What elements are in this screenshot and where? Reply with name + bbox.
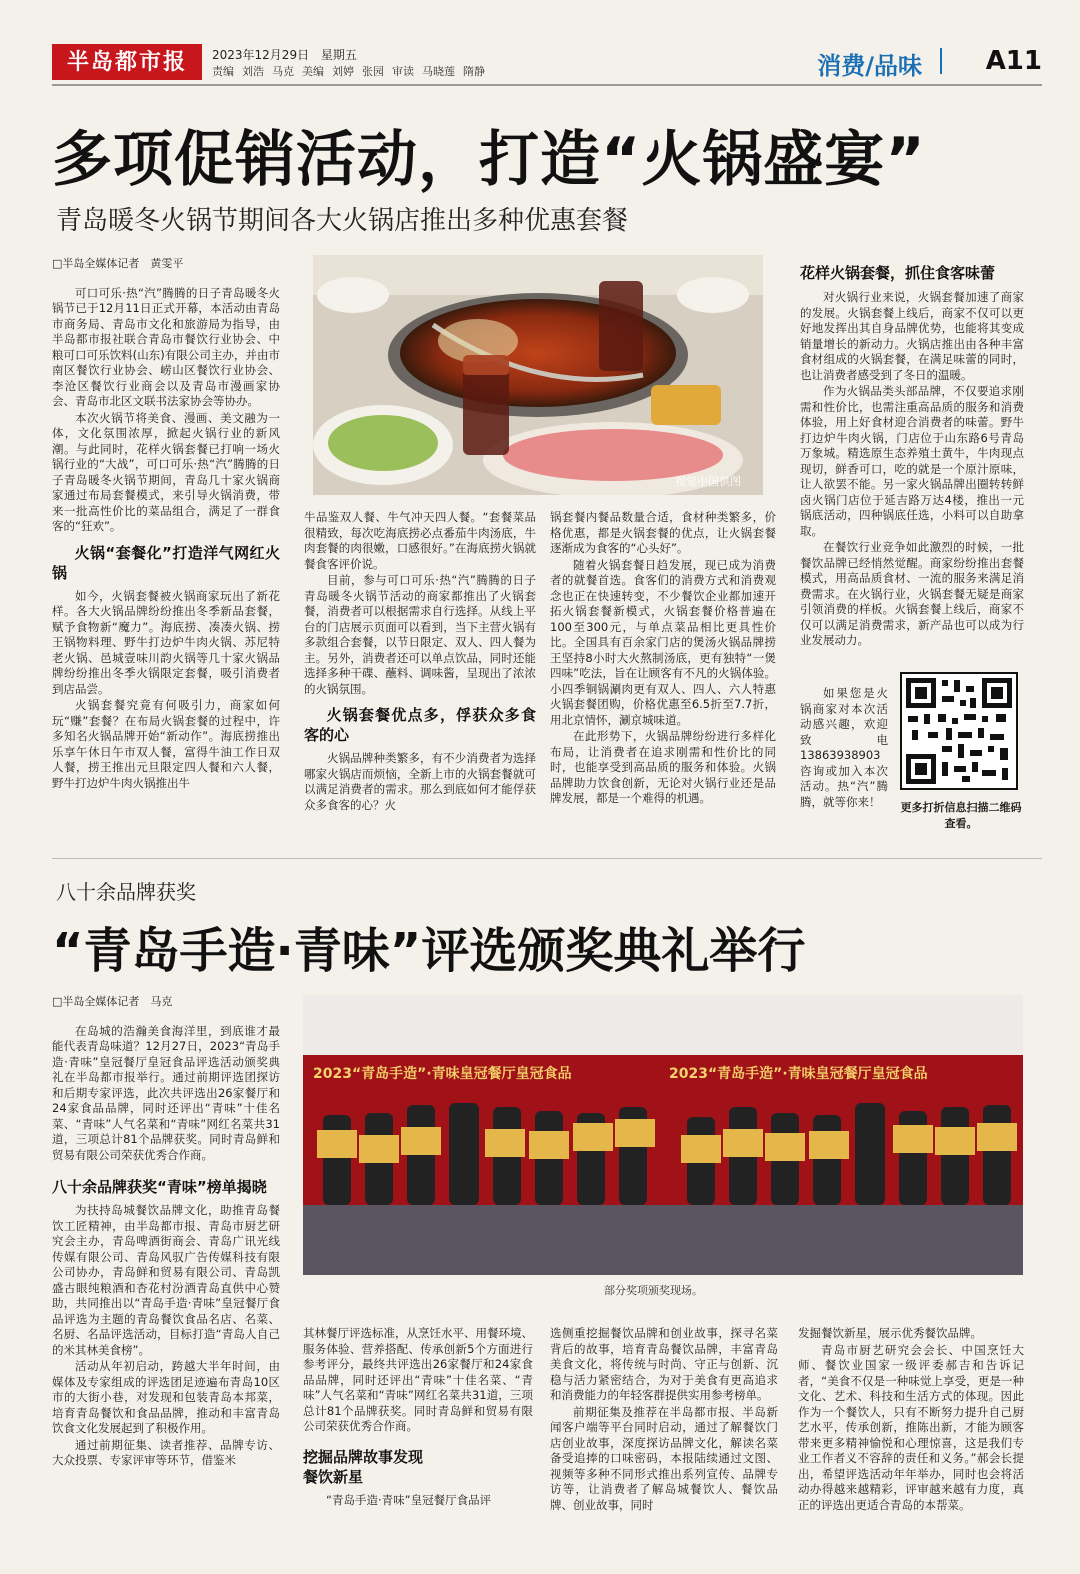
article2-col2-subhead: 挖掘品牌故事发现餐饮新星 — [303, 1447, 424, 1486]
qr-code[interactable] — [900, 672, 1018, 790]
article2-column-3 — [550, 1326, 778, 1536]
article2-byline: □半岛全媒体记者 马克 — [52, 995, 173, 1008]
photo-caption: 部分奖项颁奖现场。 — [604, 1284, 703, 1297]
issue-date — [212, 46, 357, 63]
article1-column-1 — [52, 256, 280, 838]
article1-col2-subhead: 火锅套餐优点多，俘获众多食客的心 — [304, 706, 536, 744]
award-illustration-right — [663, 995, 1023, 1275]
masthead-rule — [52, 84, 1042, 86]
article1-column-3 — [550, 510, 776, 840]
photo-credit: 视觉中国供图 — [675, 475, 741, 488]
paragraph: 本次火锅节将美食、漫画、美文融为一体，文化氛围浓厚，掀起火锅行业的新风潮。与此同时，花样火锅套餐已打响一场火锅行业的“大战”，可口可乐·热“汽”腾腾的日子青岛暖冬火锅节期间，青岛几十家火锅商家通过布局套餐模式，来引导火锅消费，带来一批高性价比的菜品组合，满足了一群食客的“狂欢”。 — [52, 410, 280, 533]
section-divider — [52, 858, 1042, 859]
article1-col4-subhead: 花样火锅套餐，抓住食客味蕾 — [800, 264, 996, 282]
paragraph: 火锅品牌种类繁多，有不少消费者为选择哪家火锅店而烦恼，全新上市的火锅套餐就可以满足消费者的需求。那么到底如何才能俘获众多食客的心？火 — [304, 751, 536, 812]
paragraph: 锅套餐内餐品数量合适，食材种类繁多，价格优惠，都是火锅套餐的优点，让火锅套餐逐渐成为食客的“心头好”。 — [550, 510, 776, 555]
paragraph: 作为火锅品类头部品牌，不仅要追求刚需和性价比，也需注重高品质的服务和消费体验，用上好食材迎合消费者的味蕾。野牛打边炉牛肉火锅，门店位于山东路6号青岛万象城。精选原生态养殖土黄牛，牛肉现点现切，鲜香可口，吃的就是一个原汁原味，让人欲罢不能。另一家火锅品牌出圈转转鲜卤火锅门店位于延吉路万达4楼，推出一元锅底活动，四种锅底任选，小料可以自助拿取。 — [800, 384, 1024, 538]
paragraph: 发掘餐饮新星，展示优秀餐饮品牌。 — [798, 1326, 982, 1340]
page-number: A11 — [985, 46, 1042, 76]
staff-item: 马晓莲 — [422, 65, 455, 78]
masthead — [52, 42, 1042, 82]
staff-item: 审读 — [392, 65, 414, 78]
paragraph: 其林餐厅评选标准，从烹饪水平、用餐环境、服务体验、营养搭配、传承创新5个方面进行参考评分，最终共评选出26家餐厅和24家食品品牌，同时还评出“青味”十佳名菜、“青味”人气名菜和“青味”网红名菜共31道，三项总计81个品牌获奖。同时青岛鲜和贸易有限公司荣获优秀合作商。 — [303, 1326, 533, 1433]
staff-item: 刘婷 — [332, 65, 354, 78]
weekday-text: 星期五 — [320, 48, 357, 62]
section-title: 消费/品味 — [817, 52, 922, 80]
article1-column-2 — [304, 510, 536, 840]
article2-kicker: 八十余品牌获奖 — [56, 880, 196, 904]
paragraph: 活动从年初启动，跨越大半年时间，由媒体及专家组成的评选团足迹遍布青岛10区市的大街小巷，对发现和包装青岛本邦菜，培育青岛餐饮和食品品牌，推动和丰富青岛饮食文化发展起到了积极作用。 — [52, 1359, 280, 1435]
article2-column-2 — [303, 1326, 533, 1536]
paragraph: 在此形势下，火锅品牌纷纷进行多样化布局，让消费者在追求刚需和性价比的同时，也能享受到高品质的服务和体验。火锅品牌助力饮食创新，无论对火锅行业还是品牌发展，都是一个难得的机遇。 — [550, 729, 776, 805]
newspaper-logo: 半岛都市报 — [52, 44, 202, 80]
article1-subhead: 青岛暖冬火锅节期间各大火锅店推出多种优惠套餐 — [56, 206, 629, 236]
paragraph: 可口可乐·热“汽”腾腾的日子青岛暖冬火锅节已于12月11日正式开幕，本活动由青岛市商务局、青岛市文化和旅游局为指导，由半岛都市报社联合青岛市餐饮行业协会、中粮可口可乐饮料(山东)有限公司主办，并由市南区餐饮行业协会、崂山区餐饮行业协会、李沧区餐饮行业商会以及青岛市漫画家协会、青岛市北区文联书法家协会等协办。 — [52, 285, 280, 408]
paragraph: 火锅套餐究竟有何吸引力，商家如何玩“赚”套餐？在布局火锅套餐的过程中，许多知名火锅品牌开始“新动作”。海底捞推出乐享午休日午市双人餐，富得牛油工作日双人餐，捞王推出元旦限定四人餐和六人餐，野牛打边炉牛肉火锅推出牛 — [52, 698, 280, 790]
staff-item: 责编 — [212, 65, 234, 78]
paragraph: 在餐饮行业竞争如此激烈的时候，一批餐饮品牌已经悄然觉醒。商家纷纷推出套餐模式，用高品质食材、一流的服务来满足消费需求。在火锅行业，火锅套餐无疑是商家引领消费的样板。火锅套餐上线后，商家不仅可以满足消费需求，新产品也可以成为行业发展动力。 — [800, 540, 1024, 647]
staff-item: 张园 — [362, 65, 384, 78]
award-illustration-left — [303, 995, 663, 1275]
article1-col1-subhead: 火锅“套餐化”打造洋气网红火锅 — [52, 543, 280, 582]
staff-item: 刘浩 — [242, 65, 264, 78]
staff-item: 隋静 — [463, 65, 485, 78]
qr-code-icon — [902, 674, 1016, 788]
paragraph: 如果您是火锅商家对本次活动感兴趣，欢迎致电13863938903咨询或加入本次活动。热“汽”腾腾，就等你来！ — [800, 686, 888, 809]
paragraph: 通过前期征集、读者推荐、品牌专访、大众投票、专家评审等环节，借鉴米 — [52, 1437, 280, 1467]
paragraph: 为扶持岛城餐饮品牌文化，助推青岛餐饮工匠精神，由半岛都市报、青岛市厨艺研究会主办，青岛啤酒街商会、青岛广讯光线传媒有限公司、青岛风驭广告传媒科技有限公司协办，青岛鲜和贸易有限公司、青岛凯盛古眼纯粮酒和杏花村汾酒青岛直供中心赞助，共同推出以“青岛手造·青味”皇冠餐厅食品评选为主题的青岛餐饮食品名店、名菜、名厨、名品评选活动，目标打造“青岛人自己的米其林美食榜”。 — [52, 1203, 280, 1357]
article1-contact-note — [800, 686, 888, 836]
staff-item: 马克 — [272, 65, 294, 78]
hotpot-photo — [313, 255, 763, 495]
banner-text-right: 2023“青岛手造”·青味皇冠餐厅皇冠食品 — [669, 1066, 928, 1082]
paragraph: 前期征集及推荐在半岛都市报、半岛新闻客户端等平台同时启动，通过了解餐饮门店创业故事，深度探访品牌文化，解读名菜备受追捧的口味密码，本报陆续通过文图、视频等多种不同形式推出系列宣传、品牌专访等，让消费者了解岛城餐饮人、餐饮品牌、创业故事，同时 — [550, 1404, 778, 1512]
paragraph: 在岛城的浩瀚美食海洋里，到底谁才最能代表青岛味道？12月27日，2023“青岛手造·青味”皇冠餐厅皇冠食品评选活动颁奖典礼在半岛都市报举行。通过前期评选团探访和后期专家评选，此次共评选出26家餐厅和24家食品品牌，同时还评出“青味”十佳名菜、“青味”人气名菜和“青味”网红名菜共31道，三项总计81个品牌获奖。同时青岛鲜和贸易有限公司荣获优秀合作商。 — [52, 1023, 280, 1162]
paragraph: 对火锅行业来说，火锅套餐加速了商家的发展。火锅套餐上线后，商家不仅可以更好地发挥出其自身品牌优势，也能将其变成销量增长的新动力。火锅店推出由各种丰富食材组成的火锅套餐，在满足味蕾的同时，也让消费者感受到了冬日的温暖。 — [800, 290, 1024, 382]
article1-byline: □半岛全媒体记者 黄雯平 — [52, 257, 184, 270]
paragraph: 如今，火锅套餐被火锅商家玩出了新花样。各大火锅品牌纷纷推出冬季新品套餐，赋予食物新“魔力”。海底捞、凑凑火锅、捞王锅物料理、野牛打边炉牛肉火锅、苏尼特老火锅、邑城壹味川韵火锅等几十家火锅品牌纷纷推出冬季火锅限定套餐，吸引消费者到店品尝。 — [52, 588, 280, 696]
page-separator — [940, 48, 942, 74]
date-text: 2023年12月29日 — [212, 48, 310, 62]
banner-text-left: 2023“青岛手造”·青味皇冠餐厅皇冠食品 — [313, 1066, 572, 1082]
article2-column-1 — [52, 994, 280, 1532]
article1-column-4 — [800, 290, 1024, 666]
paragraph: 随着火锅套餐日趋发展，现已成为消费者的就餐首选。食客们的消费方式和消费观念也正在快速转变，不少餐饮企业都加速开拓火锅套餐新模式，火锅套餐价格普遍在100至300元，与单点菜品相比更具性价比。全国具有百余家门店的煲汤火锅品牌捞王坚持8小时大火熬制汤底，更有独特“一煲四味”吃法，旨在让顾客有不凡的火锅体验。小四季铜锅涮肉更有双人、四人、六人特惠火锅套餐团购，价格优惠至6.5折至7.7折，用北京情怀，涮京城味道。 — [550, 557, 776, 727]
article2-headline: “青岛手造·青味”评选颁奖典礼举行 — [52, 923, 806, 979]
staff-item: 美编 — [302, 65, 324, 78]
paragraph: 选侧重挖掘餐饮品牌和创业故事，探寻名菜背后的故事，培育青岛餐饮品牌，丰富青岛美食文化，将传统与时尚、守正与创新、沉稳与活力紧密结合，为对于美食有更高追求和消费能力的年轻客群提供实用参考榜单。 — [550, 1326, 778, 1402]
article1-headline: 多项促销活动，打造“火锅盛宴” — [52, 125, 926, 195]
qr-note: 更多打折信息扫描二维码查看。 — [900, 801, 1022, 830]
award-photo-right — [663, 995, 1023, 1275]
paragraph: “青岛手造·青味”皇冠餐厅食品评 — [326, 1492, 492, 1507]
article2-column-4 — [798, 1326, 1024, 1536]
article2-col1-subhead: 八十余品牌获奖“青味”榜单揭晓 — [52, 1178, 267, 1196]
paragraph: 青岛市厨艺研究会会长、中国烹饪大师、餐饮业国家一级评委郝吉和告诉记者，“美食不仅是一种味觉上享受，更是一种文化、艺术、科技和生活方式的体现。因此作为一个餐饮人，只有不断努力提升自己厨艺水平，传承创新，推陈出新，才能为顾客带来更多精神愉悦和心理惊喜，这是我们专业工作者义不容辞的责任和义务。”郝会长提出，希望评选活动年年举办，同时也会将活动办得越来越精彩，评审越来越有力度，真正的评选出更适合青岛的本帮菜。 — [798, 1342, 1024, 1512]
hotpot-illustration — [313, 255, 763, 495]
award-photo-left — [303, 995, 663, 1275]
staff-credits — [212, 63, 493, 79]
paragraph: 目前，参与可口可乐·热“汽”腾腾的日子青岛暖冬火锅节活动的商家都推出了火锅套餐，消费者可以根据需求自行选择。从线上平台的门店展示页面可以看到，当下主营火锅有多款组合套餐，以节日限定、双人、四人餐为主。另外，消费者还可以单点饮品，同时还能选择多种干碟、蘸料、调味酱，呈现出了浓浓的火锅氛围。 — [304, 573, 536, 696]
paragraph: 牛品鉴双人餐、牛气冲天四人餐。“套餐菜品很精致，每次吃海底捞必点番茄牛肉汤底，牛肉套餐的肉很嫩，口感很好。”在海底捞火锅就餐食客评价说。 — [304, 510, 536, 571]
